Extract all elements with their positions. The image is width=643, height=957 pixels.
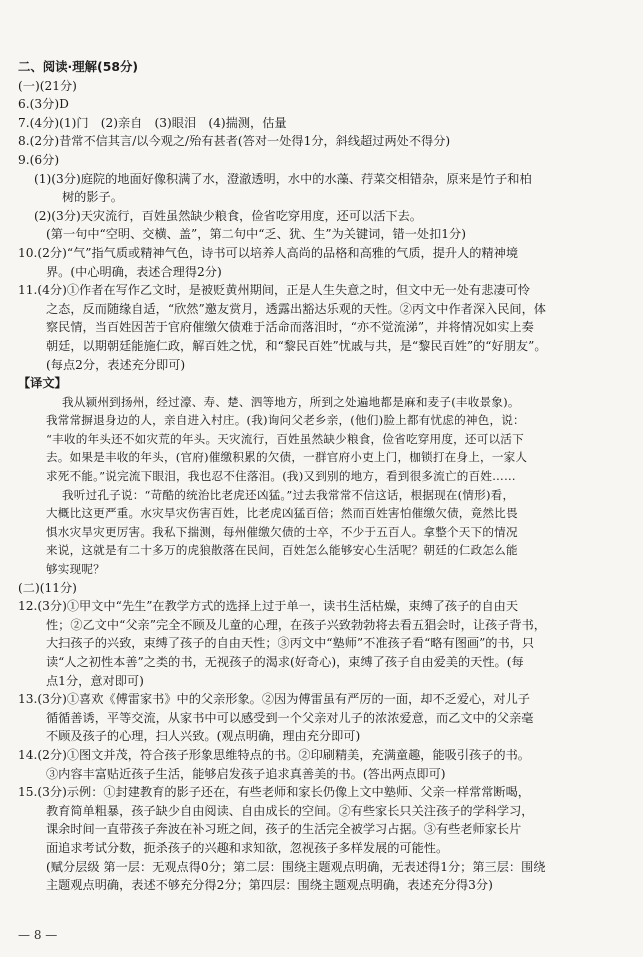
text-line: 来说，这就是有二十多万的虎狼散落在民间，百姓怎么能够安心生活呢？朝廷的仁政怎么能 [46,543,518,558]
text-line: 教育简单粗暴，孩子缺少自由阅读、自由成长的空间。②有些家长只关注孩子的学科学习， [46,803,534,818]
text-line: 惧水灾旱灾更厉害。我私下揣测，每州催缴欠债的士卒，不少于五百人。拿整个天下的情况 [46,524,518,539]
section-title: 二、阅读·理解(58分) [18,59,139,74]
text-line: 我从颍州到扬州，经过濠、寿、楚、泗等地方，所到之处遍地都是麻和麦子(丰收景象)。 [62,394,520,409]
text-line: (1)(3分)庭院的地面好像积满了水，澄澈透明，水中的水藻、荇菜交相错杂，原来是竹子和柏 [34,171,532,186]
text-line: (第一句中“空明、交横、盖”，第二句中“乏、犹、生”为关键词，错一处扣1分) [46,227,466,242]
text-line: 点1分，意对即可) [46,673,144,688]
text-line: 树的影子。 [62,190,123,205]
text-line: 主题观点明确，表述不够充分得2分；第四层：围绕主题观点明确，表述充分得3分) [46,878,493,893]
answers-part1 [18,95,613,374]
part1-title: (一)(21分) [18,78,77,93]
text-line: “丰收的年头还不如灾荒的年头。天灾流行，百姓虽然缺少粮食，俭省吃穿用度，还可以活下 [46,431,524,446]
text-line: 大扫孩子的兴致，束缚了孩子的自由天性；③丙文中“塾师”不准孩子看“略有图画”的书，只 [46,636,535,651]
page-number: — 8 — [18,928,58,942]
text-line: 15.(3分)示例：①封建教育的影子还在，有些老师和家长仍像上文中塾师、父亲一样常常断喝， [18,785,530,800]
translation-title: 【译文】 [18,376,67,391]
text-line: 面追求考试分数，扼杀孩子的兴趣和求知欲，忽视孩子多样发展的可能性。 [46,840,449,855]
text-line: (2)(3分)天灾流行，百姓虽然缺少粮食，俭省吃穿用度，还可以活下去。 [34,208,422,223]
text-line: 6.(3分)D [18,97,69,112]
text-line: 之态，反而随缘自适，“欣然”邀友赏月，透露出豁达乐观的天性。②丙文中作者深入民间，体 [46,301,546,316]
text-line: 12.(3分)①甲文中“先生”在教学方式的选择上过于单一，读书生活枯燥，束缚了孩子的自由天 [18,599,519,614]
text-line: 8.(2分)昔常不信其言/以今观之/殆有甚者(答对一处得1分，斜线超过两处不得分) [18,134,451,149]
text-line: 我听过孔子说：“苛酷的统治比老虎还凶猛。”过去我常常不信这话，根据现在(情形)看， [62,487,515,502]
text-line: 14.(2分)①图文并茂，符合孩子形象思维特点的书。②印刷精美，充满童趣，能吸引孩子的书。 [18,747,530,762]
text-line: 求死不能。”说完流下眼泪，我也忍不住落泪。(我)又到别的地方，看到很多流亡的百姓…… [46,469,516,484]
translation-text [18,393,613,579]
text-line: 课余时间一直带孩子奔波在补习班之间，孩子的生活完全被学习占据。③有些老师家长片 [46,822,522,837]
text-line: 7.(4分)(1)门 (2)亲自 (3)眼泪 (4)揣测，估量 [18,115,287,130]
text-line: 界。(中心明确，表述合理得2分) [46,264,222,279]
text-line: 9.(6分) [18,152,60,167]
text-line: 去。如果是丰收的年头，(官府)催缴积累的欠债，一群官府小吏上门，枷锁打在身上，一家人 [46,450,528,465]
text-line: 性；②乙文中“父亲”完全不顾及儿童的心理，在孩子兴致勃勃将去看五猖会时，让孩子背书， [46,617,546,632]
text-line: 10.(2分)“气”指气质或精神气色，诗书可以培养人高尚的品格和高雅的气质，提升人的精神境 [18,245,519,260]
text-line: 察民情，当百姓因苦于官府催缴欠债难于活命而落泪时，“亦不觉流涕”，并将情况如实上奏 [46,320,534,335]
text-line: 读“人之初性本善”之类的书，无视孩子的渴求(好奇心)，束缚了孩子自由爱美的天性。(每 [46,655,524,669]
text-line: 我常常摒退身边的人，亲自进入村庄。(我)询问父老乡亲，(他们)脸上都有忧虑的神色，说： [46,413,525,428]
text-line: 不顾及孩子的心理，扫人兴致。(观点明确，理由充分即可) [46,729,361,744]
text-line: 朝廷，以期朝廷能施仁政，解百姓之忧，和“黎民百姓”忧戚与共，是“黎民百姓”的“好朋友”。 [46,338,547,353]
text-line: (每点2分，表述充分即可) [46,357,186,372]
text-line: 11.(4分)①作者在写作乙文时，是被贬黄州期间，正是人生失意之时，但文中无一处有悲凄可怜 [18,283,530,298]
text-line: 大概比这更严重。水灾旱灾伤害百姓，比老虎凶猛百倍；然而百姓害怕催缴欠债，竟然比畏 [46,506,518,521]
text-line: (赋分层级 第一层：无观点得0分；第二层：围绕主题观点明确，无表述得1分；第三层：围绕 [46,859,546,874]
text-line: 13.(3分)①喜欢《傅雷家书》中的父亲形象。②因为傅雷虽有严厉的一面，却不乏爱心，对儿子 [18,692,530,707]
text-line: 够实现呢？ [46,562,105,577]
text-line: ③内容丰富贴近孩子生活，能够启发孩子追求真善美的书。(答出两点即可) [46,766,446,781]
text-line: 循循善诱，平等交流，从家书中可以感受到一个父亲对儿子的浓浓爱意，而乙文中的父亲毫 [46,710,534,725]
part2-title: (二)(11分) [18,580,77,595]
answers-part2 [18,597,613,895]
